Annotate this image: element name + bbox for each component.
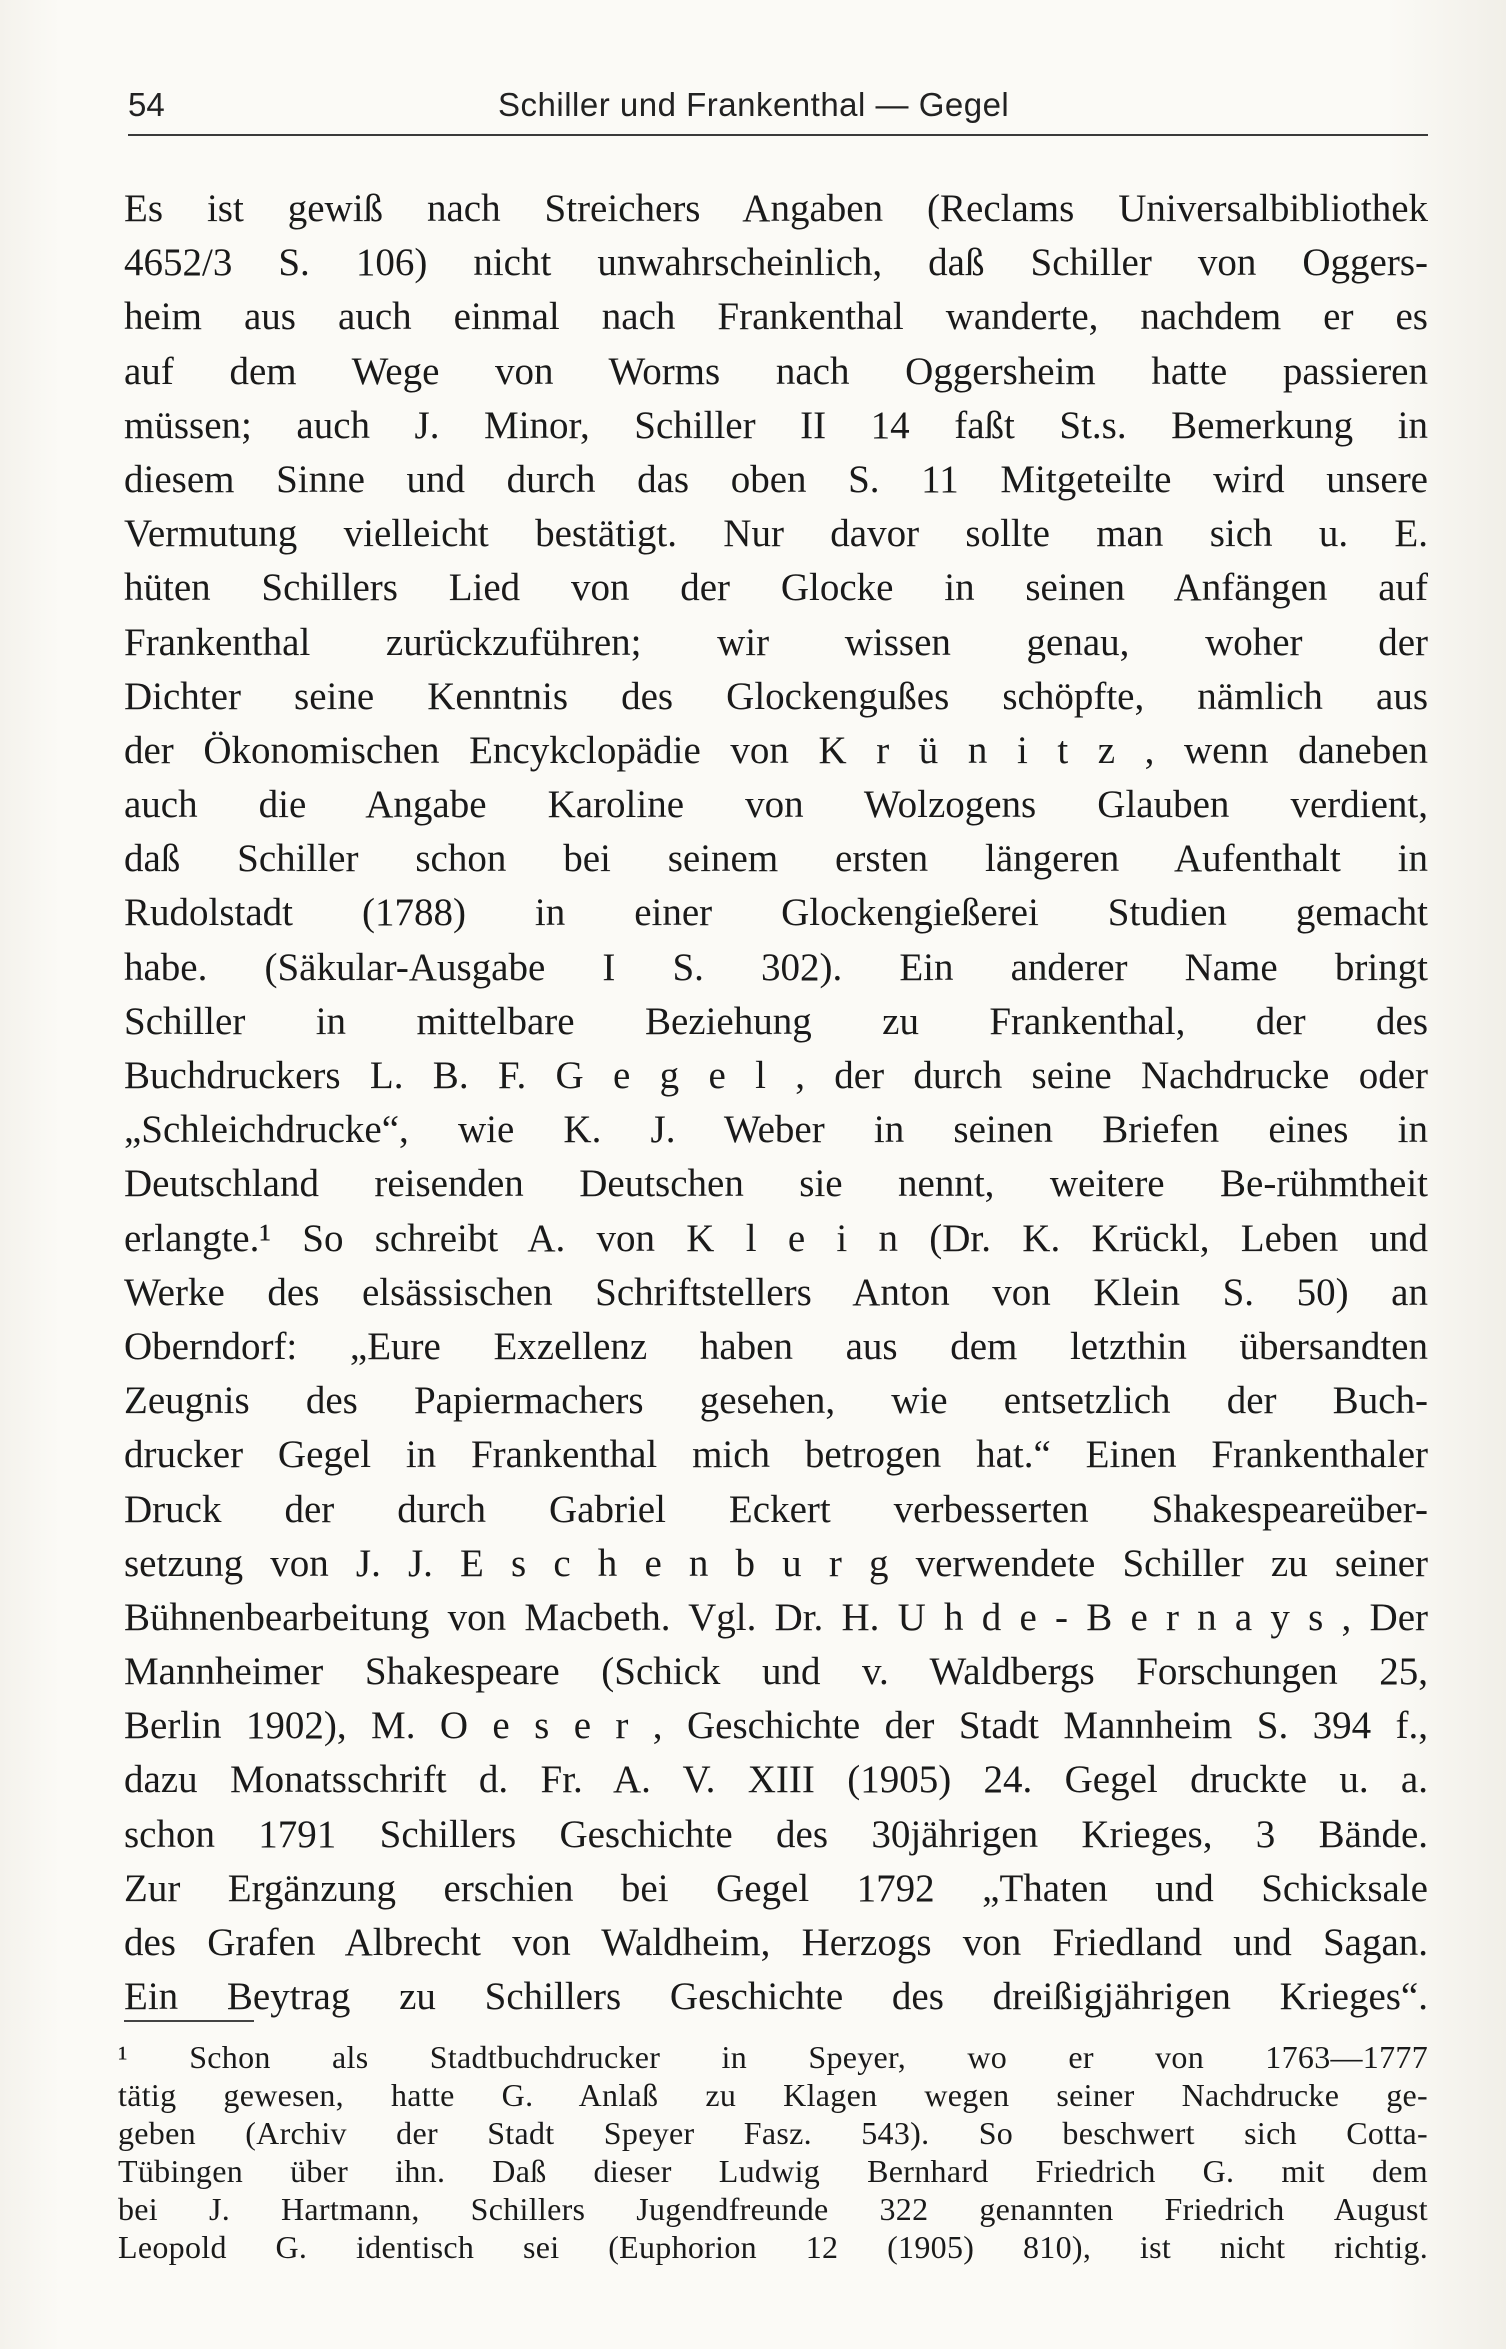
body-line: „Schleichdrucke“, wie K. J. Weber in seinen Briefen eines in xyxy=(124,1108,1428,1152)
running-title: Schiller und Frankenthal — Gegel xyxy=(498,86,1010,123)
body-line: Frankenthal zurückzuführen; wir wissen genau, woher der xyxy=(124,620,1428,664)
body-line: müssen; auch J. Minor, Schiller II 14 faßt St.s. Bemerkung in xyxy=(124,403,1428,447)
body-line: Buchdruckers L. B. F. G e g e l , der durch seine Nachdrucke oder xyxy=(124,1054,1428,1097)
footnotes xyxy=(118,2038,1428,2266)
body-line: hüten Schillers Lied von der Glocke in seinen Anfängen auf xyxy=(124,566,1428,610)
body-line: Druck der durch Gabriel Eckert verbesserten Shakespeareüber- xyxy=(124,1487,1428,1531)
body-line: Ein Beytrag zu Schillers Geschichte des dreißigjährigen Krieges“. xyxy=(124,1975,1428,2019)
body-line: Deutschland reisenden Deutschen sie nennt, weitere Be-rühmtheit xyxy=(124,1162,1428,1206)
body-line: Rudolstadt (1788) in einer Glockengießerei Studien gemacht xyxy=(124,891,1428,935)
footnote-line: Leopold G. identisch sei (Euphorion 12 (1905) 810), ist nicht richtig. xyxy=(118,2229,1428,2265)
body-line: schon 1791 Schillers Geschichte des 30jährigen Krieges, 3 Bände. xyxy=(124,1812,1428,1856)
body-line: auch die Angabe Karoline von Wolzogens Glauben verdient, xyxy=(124,783,1428,827)
footnote-line: ¹ Schon als Stadtbuchdrucker in Speyer, wo er von 1763—1777 xyxy=(118,2039,1428,2075)
body-line: Dichter seine Kenntnis des Glockengußes schöpfte, nämlich aus xyxy=(124,674,1428,718)
footnote-line: tätig gewesen, hatte G. Anlaß zu Klagen wegen seiner Nachdrucke ge- xyxy=(118,2077,1428,2113)
body-text xyxy=(124,182,1428,2024)
page-number: 54 xyxy=(128,86,165,123)
header-rule xyxy=(128,134,1428,136)
body-line: diesem Sinne und durch das oben S. 11 Mitgeteilte wird unsere xyxy=(124,457,1428,501)
body-line: der Ökonomischen Encykclopädie von K r ü n i t z , wenn daneben xyxy=(124,728,1428,772)
body-line: Berlin 1902), M. O e s e r , Geschichte der Stadt Mannheim S. 394 f., xyxy=(124,1704,1428,1748)
body-line: Bühnenbearbeitung von Macbeth. Vgl. Dr. H. U h d e - B e r n a y s , Der xyxy=(124,1595,1428,1639)
body-line: Mannheimer Shakespeare (Schick und v. Waldbergs Forschungen 25, xyxy=(124,1650,1428,1694)
body-line: drucker Gegel in Frankenthal mich betrogen hat.“ Einen Frankenthaler xyxy=(124,1433,1428,1477)
body-line: Zur Ergänzung erschien bei Gegel 1792 „Thaten und Schicksale xyxy=(124,1866,1428,1910)
body-line: daß Schiller schon bei seinem ersten längeren Aufenthalt in xyxy=(124,837,1428,881)
footnote-rule xyxy=(124,2020,254,2022)
body-line: Vermutung vielleicht bestätigt. Nur davor sollte man sich u. E. xyxy=(124,512,1428,556)
body-line: Es ist gewiß nach Streichers Angaben (Reclams Universalbibliothek xyxy=(124,187,1428,230)
body-line: 4652/3 S. 106) nicht unwahrscheinlich, daß Schiller von Oggers- xyxy=(124,241,1428,285)
body-line: habe. (Säkular-Ausgabe I S. 302). Ein anderer Name bringt xyxy=(124,945,1428,989)
body-line: Werke des elsässischen Schriftstellers Anton von Klein S. 50) an xyxy=(124,1270,1428,1314)
footnote-line: geben (Archiv der Stadt Speyer Fasz. 543). So beschwert sich Cotta- xyxy=(118,2115,1428,2151)
body-line: erlangte.¹ So schreibt A. von K l e i n (Dr. K. Krückl, Leben und xyxy=(124,1216,1428,1260)
body-line: auf dem Wege von Worms nach Oggersheim hatte passieren xyxy=(124,349,1428,393)
footnote-line: bei J. Hartmann, Schillers Jugendfreunde 322 genannten Friedrich August xyxy=(118,2191,1428,2227)
body-line: Schiller in mittelbare Beziehung zu Frankenthal, der des xyxy=(124,999,1428,1043)
body-line: setzung von J. J. E s c h e n b u r g verwendete Schiller zu seiner xyxy=(124,1541,1428,1585)
page-header xyxy=(128,80,1428,132)
body-line: des Grafen Albrecht von Waldheim, Herzogs von Friedland und Sagan. xyxy=(124,1921,1428,1964)
body-line: dazu Monatsschrift d. Fr. A. V. XIII (1905) 24. Gegel druckte u. a. xyxy=(124,1758,1428,1802)
body-line: Oberndorf: „Eure Exzellenz haben aus dem letzthin übersandten xyxy=(124,1324,1428,1368)
footnote-line: Tübingen über ihn. Daß dieser Ludwig Bernhard Friedrich G. mit dem xyxy=(118,2153,1428,2189)
body-line: heim aus auch einmal nach Frankenthal wanderte, nachdem er es xyxy=(124,295,1428,339)
body-line: Zeugnis des Papiermachers gesehen, wie entsetzlich der Buch- xyxy=(124,1379,1428,1423)
